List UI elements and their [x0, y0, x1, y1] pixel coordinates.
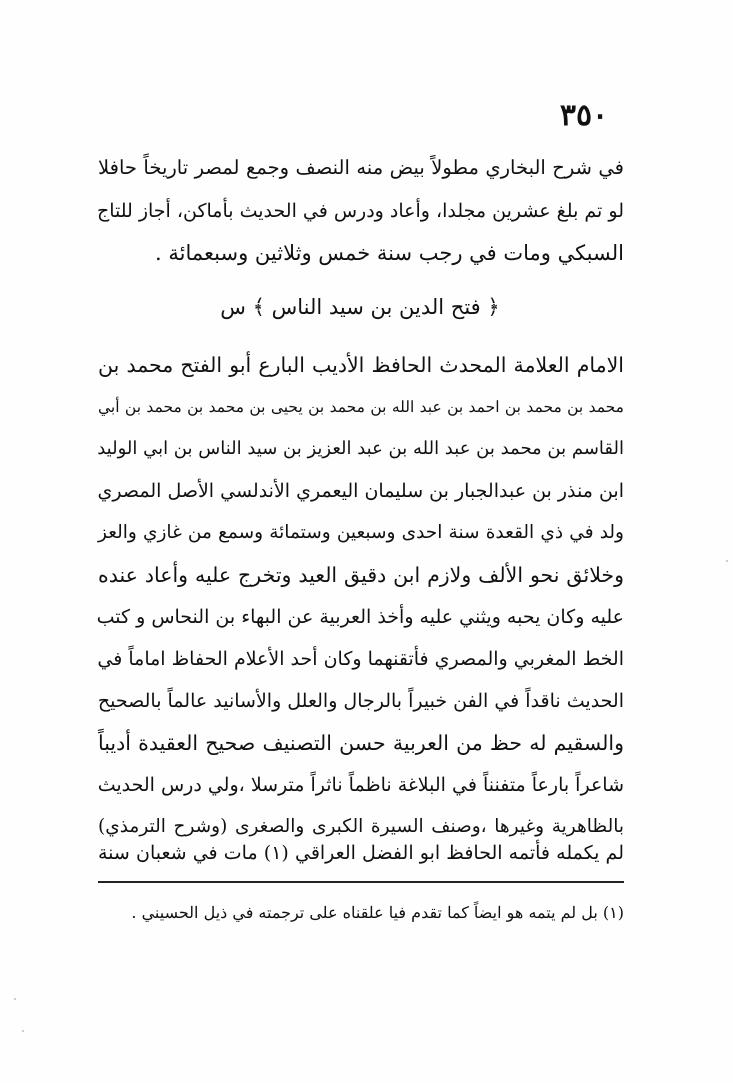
top-paragraph-line-1: في شرح البخاري مطولاً بيض منه النصف وجمع لمصر تاريخاً حافلا — [98, 156, 624, 179]
body-line-8: الخط المغربي والمصري فأتقنهما وكان أحد الأعلام الحفاظ اماماً في — [97, 648, 624, 670]
body-line-5: ولد في ذي القعدة سنة احدى وسبعين وستمائة وسمع من غازي والعز — [98, 522, 624, 543]
body-line-4: ابن منذر بن عبدالجبار بن سليمان اليعمري الأندلسي الأصل المصري — [97, 480, 624, 502]
top-paragraph-line-3: السبكي ومات في رجب سنة خمس وثلاثين وسبعمائة . — [155, 241, 624, 265]
body-line-11: شاعراً بارعاً متفنناً في البلاغة ناظماً ناثراً مترسلا ،ولي درس الحديث — [97, 774, 624, 796]
body-line-13: لم يكمله فأتمه الحافظ ابو الفضل العراقي (١) مات في شعبان سنة — [98, 842, 624, 864]
body-line-2: محمد بن محمد بن احمد بن عبد الله بن محمد بن يحيى بن محمد بن محمد بن أبي — [98, 398, 624, 416]
section-heading: ﴿ فتح الدين بن سيد الناس ﴾ س — [220, 295, 500, 319]
body-line-7: عليه وكان يحبه ويثني عليه وأخذ العربية عن البهاء بن النحاس و كتب — [96, 606, 624, 628]
scan-speck — [22, 1030, 24, 1032]
body-line-3: القاسم بن محمد بن عبد الله بن عبد العزيز بن سيد الناس بن ابي الوليد — [97, 438, 624, 459]
footnote: (١) بل لم يتمه هو ايضاً كما تقدم فيا علقناه على ترجمته في ذيل الحسيني . — [131, 903, 624, 922]
body-line-12: بالظاهرية وغيرها ،وصنف السيرة الكبرى والصغرى (وشرح الترمذي) — [98, 816, 624, 837]
scan-speck — [726, 560, 728, 562]
body-line-10: والسقيم له حظ من العربية حسن التصنيف صحيح العقيدة أديباً — [98, 731, 624, 755]
body-line-1: الامام العلامة المحدث الحافظ الأديب البارع أبو الفتح محمد بن — [98, 353, 624, 377]
page-number: ٣٥٠ — [559, 98, 609, 133]
top-paragraph-line-2: لو تم بلغ عشرين مجلدا، وأعاد ودرس في الحديث بأماكن، أجاز للتاج — [96, 200, 624, 222]
body-line-9: الحديث ناقداً في الفن خبيراً بالرجال والعلل والأسانيد عالماً بالصحيح — [97, 690, 624, 712]
scan-speck — [14, 998, 16, 1000]
body-line-6: وخلائق نحو الألف ولازم ابن دقيق العيد وتخرج عليه وأعاد عنده — [98, 563, 624, 587]
footnote-divider — [98, 881, 624, 883]
